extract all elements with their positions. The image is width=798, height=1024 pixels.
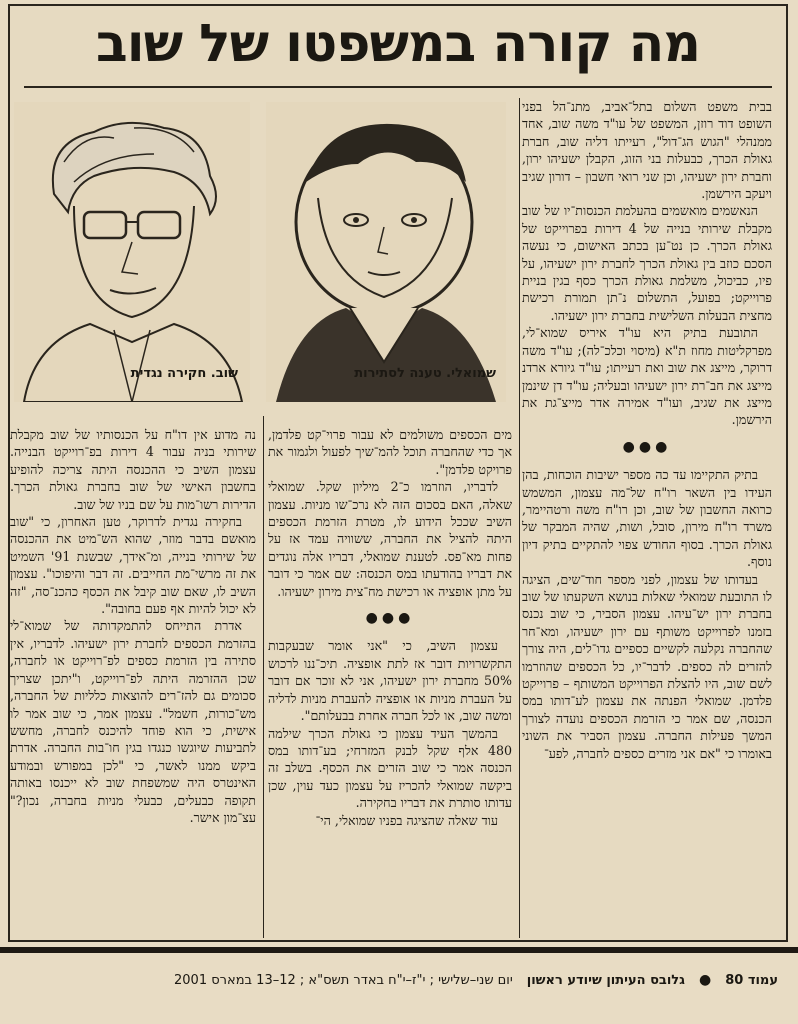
paragraph: עצמון השיב, כי "אני אומר שבעקבות התקשרויות דובר אז לתת אופציה. תיכ־ננו לרכוש 50% מחברת ירון ישעיהו, אני לא זוכר אם דובר על העברת מניות או אופציה להעברת מניות לדליה ומשה שוב, או לכל חברה אחרת בבעלותם".: [268, 638, 512, 724]
paragraph: עוד שאלה שהציגה בפניו שמואלי, הי־: [315, 812, 498, 828]
paragraph: הנאשמים מואשמים בהעלמת הכנסות־יו של שוב מקבלת שירותי בנייה של 4 דירות בפרוייקט של גאולת הכרך. כן נט־ען בכתב האישום, כי נעשה הסכם כוזב בין גאולת הכרך לחברת ירון ישעיהו, על פיו, כביכול, משלמת גאולת הכרך כסף בגין בניית פרוייקט; בפועל, התשלום נ־תן תמורת רכישת מחצית הבעלות השלישית בחברת ירון ישעיהו.: [522, 203, 772, 323]
paragraph: בבית משפט השלום בתל־אביב, מתנ־הל בפני השופט דוד רוזן, המשפט של עו"ד משה שוב, אחד ממנהלי "הגוש הג־דול", רעייתו דליה שוב, חברת גאולת הכרך, כבעלות בני הזוג, הקבלן ישעיהו ירון, וחברת ירון ישעיהו, וכן שני רואי חשבון – דורון שגיב ויעקב הירשמן.: [522, 99, 772, 202]
caption-shuv: שוב. חקירה נגדית: [130, 366, 238, 381]
paragraph: בהמשך העיד עצמון כי גאולת הכרך שילמה 480 אלף שקל לבנק המזרחי; בע־דותו במס הכנסה אמר כי שוב הזרים את הכסף. בשלב זה ביקשה שמואלי להכריז על עצמון כעד עוין, שכן עדותו סותרת את דבריו בחקירה.: [268, 725, 512, 811]
headline-divider: [24, 86, 772, 88]
paragraph: בעדותו של עצמון, לפני מספר חוד־שים, הציגה לו התובעת שמואלי שאלות בנושא השקעתו של שוב בחברת ירון יש־עיהו. עצמון הסביר, כי שוב נכנס בזמנו לפרוייקט משותף עם ירון ישעיהו, ומא־חר שהחברה נקלעה לקשיים כספיים גדו־לים, היה צורך להזרים לה כספים. לדבר־יו, כל הכספים שהוזרמו לשם שוב, היו להצלת הפרוייקט המשותף – פרוייקט פלדמן. שמואלי הפנתה את עצמון לע־דותו במס הכנסה, שם אמר כי הזרמת הכספים נועדה לצורך המשך פעילות החברה. עצמון הסביר את השוני באומרו כי "אם אני מזרים כספים לחברה, לפע־: [522, 571, 772, 761]
caption-shmueli: שמואלי. טענה לסתירות: [354, 366, 496, 381]
column-divider: [263, 416, 264, 938]
article-frame: [8, 4, 788, 942]
paragraph: בחקירה נגדית לדרוקר, טען האחרון, כי "שוב מואשם בדבר מוזר, שהוא הש־מיט את ההכנסה של שירותי בנייה, ומ־אידך, שבשנת 91' השמיט את זה מרשי־מת החייבים. זה דבר והיפוכו". עצמון השיב לו, שאם שוב קיבל את הכסף כהכנ־סה, "זה לא יכול להיות אף פעם בחובה".: [10, 514, 256, 617]
section-separator: ●●●: [622, 438, 672, 455]
paragraph: לדבריו, הוזרמו כ־2 מיליון שקל. שמואלי שאלה, האם בסכום הזה לא נרכ־שו מניות. עצמון השיב שככל הידוע לו, מטרת הזרמת הכספים היתה להציל את החברה, ששוויה עמד אז על פחות מא־פס. לטענת שמואלי, דבריו אלה נוגדים את דבריו בהודעתו במס הכנסה: שם אמר כי דובר על מתן אופציה או רכישת מח־צית מירון ישעיהו.: [268, 479, 512, 599]
publication-name: גלובס העיתון שיודע ראשון: [526, 972, 685, 988]
article-column-left: [10, 426, 256, 938]
portrait-shmueli: [266, 102, 506, 402]
paragraph: מים הכספים משולמים לא עבור פרוי־קט פלדמן, אך כדי שהחברה תוכל להמ־שיך לפעול ולגמור את פרויקט פלדמן".: [268, 427, 512, 477]
paragraph: התובעת בתיק היא עו"ד איריס שמוא־לי, מפרקליטות מחוז ת"א (מיסוי וכלכ־לה); עו"ד משה דרוקר, מייצג את שוב ואת רעייתו; עו"ד גיורא ארדנ מייצג את חב־רת ירון ישעיהו ובעליה; עו"ד דן שינמן מייצג את שגיב, ועו"ד אמירה אדר מייצ־גת את הירשמן.: [522, 325, 772, 428]
article-headline: מה קורה במשפטו של שוב: [96, 14, 700, 74]
page-footer: [20, 960, 778, 1000]
footer-divider: [0, 947, 798, 953]
portrait-shmueli-drawing: [266, 102, 506, 402]
paragraph: בתיק התקיימו עד כה מספר ישיבות הוכחות, בהן העידו בין השאר רו"ח של־מה עצמון, המשמש כרואה החשבון של שוב, וכן רו"ח משה ורטהיימר, משרד רו"ח מירון, סובל, ושות, שהיה המבקר של גאולת הכרך. בסוף החודש צפוי להתקיים בתיק דיון נוסף.: [522, 467, 772, 570]
bullet-icon: ●: [698, 972, 712, 988]
portrait-shuv: [14, 102, 250, 402]
paragraph: אדרת התייחס להתמקדותה של שמוא־לי בהזרמת הכספים לחברת ירון ישעיהו. לדבריו, אין סתירה בין הזרמת כספים לפ־רוייקט או לחברה, שכן ההזרמה היתה לפ־רוייקט, ו"יתכן שצריך סכומים גם להז־רים להוצאות כלליות של החברה, מש־כורות, חשמל". עצמון אמר, כי שוב אמר לו אישית, כי הוא פוחד להיכנס לחברה, מחשש לתביעות שיוגשו כנגדו בגין חו־בות החברה. אדרת ביקש ממנו לאשר, כי "לכן במפורש ובמודע האינטרס היה שמשפחת שוב לא ייכנסו באותה תקופה כבעלים, כבעלי מניות בחברה, נכון?" עצ־מון אישר.: [10, 618, 256, 825]
article-column-right: [522, 98, 772, 938]
issue-date: יום שני–שלישי ; י"ז–י"ח באדר תשס"א ; 12–13 במארס 2001: [174, 972, 513, 988]
column-divider: [519, 98, 520, 938]
page-number: עמוד 80: [725, 972, 778, 988]
portrait-shuv-drawing: [14, 102, 250, 402]
article-column-middle: [268, 426, 512, 938]
section-separator: ●●●: [365, 610, 415, 627]
paragraph: נה מדוע אין דו"ח על הכנסותיו של שוב מקבלת שירותי בניה עבור 4 דירות בפ־רוייקט הבנייה. עצמון השיב כי ההכנסה היתה צריכה להופיע בחשבון האישי של שוב בחברת גאולת הכרך. הדירות רשו־מות על שם בניו של שוב.: [10, 427, 256, 512]
